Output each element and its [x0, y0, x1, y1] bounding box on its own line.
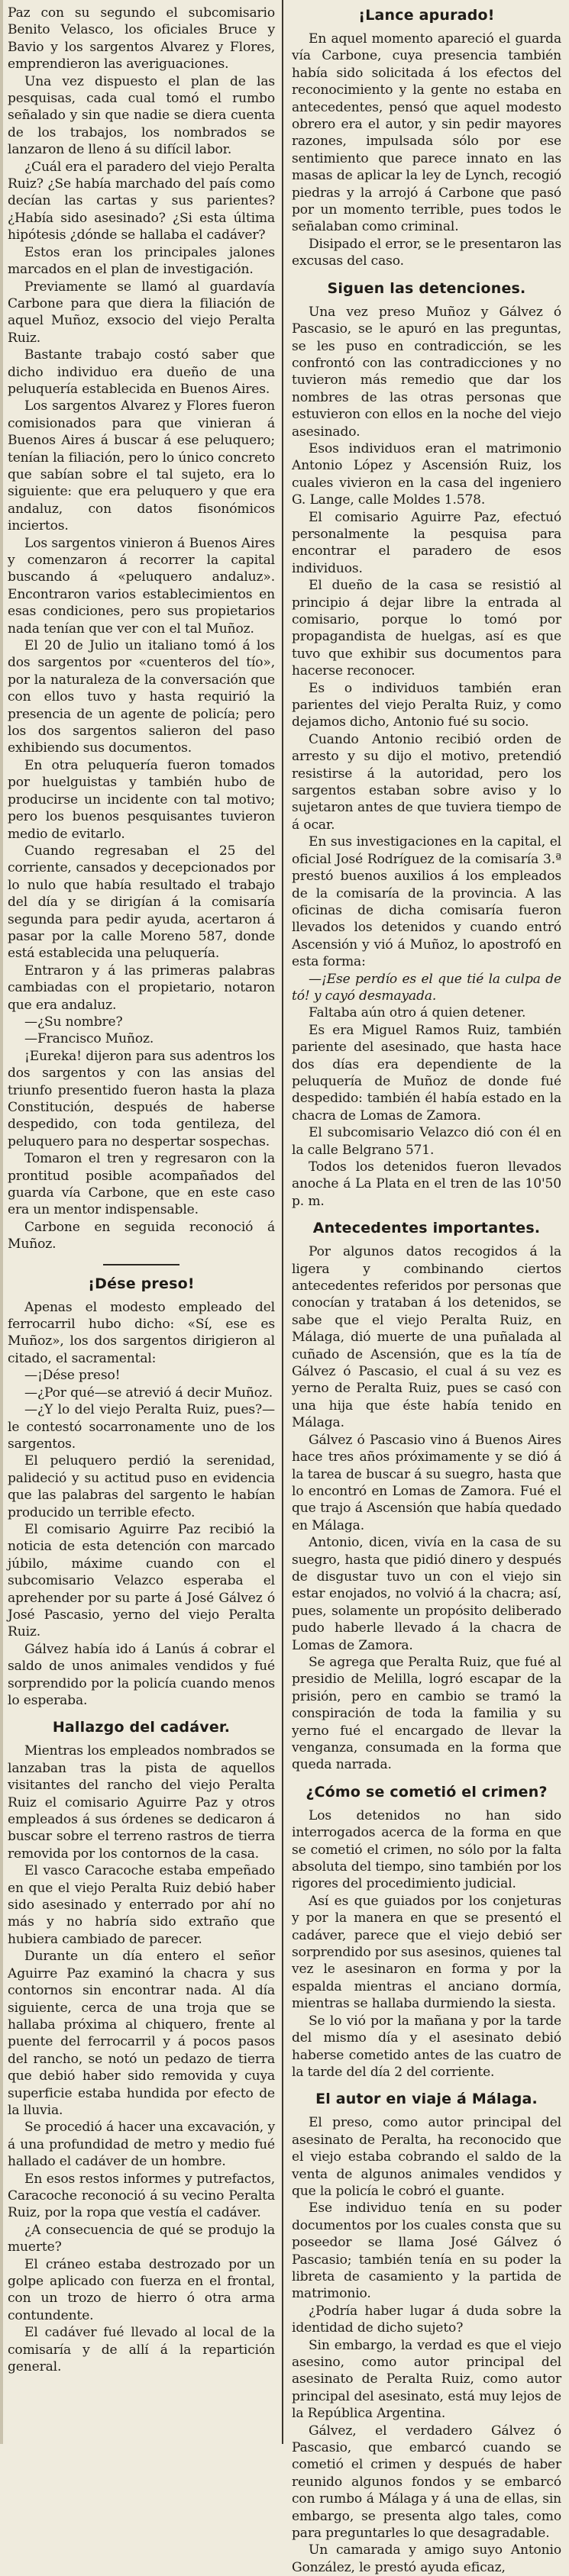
paragraph: Gálvez había ido á Lanús á cobrar el saldo de unos animales vendidos y fué sorprendido por la policía cuando menos lo esperaba. — [8, 1641, 275, 1708]
paragraph: En otra peluquería fueron tomados por huelguistas y también hubo de producirse un incidente con tal motivo; pero los buenos pesquisantes tuvieron medio de evitarlo. — [8, 757, 275, 842]
section-heading-como-se-cometio: ¿Cómo se cometió el crimen? — [306, 1783, 548, 1801]
paragraph: Paz con su segundo el subcomisario Benito Velasco, los oficiales Bruce y Bavio y los sargentos Alvarez y Flores, emprendieron las averiguaciones. — [8, 5, 275, 73]
paragraph: En esos restos informes y putrefactos, Caracoche reconoció á su vecino Peralta Ruiz, por la ropa que vestía el cadáver. — [8, 2171, 275, 2221]
paragraph: Cuando Antonio recibió orden de arresto y su dijo el motivo, pretendió resistirse á la autoridad, pero los sargentos estaban sobre aviso y lo sujetaron antes de que tuviera tiempo de á ocar. — [292, 731, 561, 833]
paragraph: Gálvez ó Pascasio vino á Buenos Aires hace tres años próximamente y se dió á la tarea de buscar á su suegro, hasta que lo encontró en Lomas de Zamora. Fué el que trajo á Ascensión que había quedado en Málaga. — [292, 1432, 561, 1533]
paragraph: El dueño de la casa se resistió al principio á dejar libre la entrada al comisario, porque lo tomó por propagandista de huelgas, así es que tuvo que exhibir sus documentos para hacerse reconocer. — [292, 578, 561, 679]
paragraph: Bastante trabajo costó saber que dicho individuo era dueño de una peluquería establecida en Buenos Aires. — [8, 347, 275, 397]
column-rule — [282, 0, 283, 2444]
paragraph: El cráneo estaba destrozado por un golpe aplicado con fuerza en el frontal, con un trozo de hierro ó otra arma contundente. — [8, 2256, 275, 2323]
paragraph: —Francisco Muñoz. — [24, 1031, 154, 1047]
paragraph: Durante un día entero el señor Aguirre Paz examinó la chacra y sus contornos sin encontrar nada. Al día siguiente, cerca de una troja que se hallaba próxima al chiquero, frente al puente del ferrocarril y á pocos pasos del rancho, se notó un pedazo de tierra que debió haber sido removida y cuya superficie estaba hundida por efecto de la lluvia. — [8, 1949, 275, 2118]
paragraph: Los detenidos no han sido interrogados acerca de la forma en que se cometió el crimen, no sólo por la falta absoluta del tiempo, sino también por los rigores del procedimiento judicial. — [292, 1807, 561, 1892]
paragraph: El 20 de Julio un italiano tomó á los dos sargentos por «cuenteros del tío», por la naturaleza de la conversación que con ellos tuvo y hasta requirió la presencia de un agente de policía; pero los dos sargentos salieron del paso exhibiendo sus documentos. — [8, 638, 275, 756]
paragraph: El comisario Aguirre Paz recibió la noticia de esta detención con marcado júbilo, máxime cuando con el subcomisario Velazco esperaba el aprehender por su parte á José Gálvez ó José Pascasio, yerno del viejo Peralta Ruiz. — [8, 1521, 275, 1640]
paragraph: ¿Cuál era el paradero del viejo Peralta Ruiz? ¿Se había marchado del país como decían las cartas y sus parientes? ¿Había sido asesinado? ¿Si esta última hipótesis ¿dónde se hallaba el cadáver? — [8, 159, 275, 243]
section-heading-antecedentes: Antecedentes importantes. — [312, 1220, 541, 1237]
paragraph: Es o individuos también eran parientes del viejo Peralta Ruiz, y como dejamos dicho, Antonio fué su socio. — [292, 680, 561, 730]
paragraph: Una vez dispuesto el plan de las pesquisas, cada cual tomó el rumbo señalado y sin que nadie se diera cuenta de los trabajos, los nombrados se lanzaron de lleno á su difícil labor. — [8, 73, 275, 158]
paragraph: Un camarada y amigo suyo Antonio González, le prestó ayuda eficaz, — [292, 2542, 561, 2575]
section-heading-hallazgo: Hallazgo del cadáver. — [52, 1719, 231, 1736]
paragraph: ¿Podría haber lugar á duda sobre la identidad de dicho sujeto? — [292, 2303, 561, 2336]
paragraph: En aquel momento apareció el guarda vía Carbone, cuya presencia también había sido solicitada á los efectos del reconocimiento y la gente no estaba en antecedentes, pensó que aquel modesto obrero era el autor, y sin pedir mayores razones, impulsada sólo por ese sentimiento que parece innato en las masas de aplicar la ley de Lynch, recogió piedras y la arrojó á Carbone que pasó por un momento terrible, pues todos le señalaban como criminal. — [292, 31, 561, 235]
paragraph: Los sargentos vinieron á Buenos Aires y comenzaron á recorrer la capital buscando á «peluquero andaluz». Encontraron varios establecimientos en esas condiciones, pero sus propietarios nada tenían que ver con el tal Muñoz. — [8, 535, 275, 637]
paragraph: Entraron y á las primeras palabras cambiadas con el propietario, notaron que era andaluz. — [8, 962, 275, 1013]
paragraph: —¿Por qué—se atrevió á decir Muñoz. — [24, 1385, 273, 1401]
paragraph: Así es que guiados por los conjeturas y por la manera en que se presentó el cadáver, parece que el viejo debió ser sorprendido por sus asesinos, quienes tal vez le asesinaron en forma y por la espalda mientras el anciano dormía, mientras se hallaba durmiendo la siesta. — [292, 1893, 561, 2012]
paragraph: El comisario Aguirre Paz, efectuó personalmente la pesquisa para encontrar el paradero de esos individuos. — [292, 509, 561, 576]
paragraph: —¿Su nombre? — [24, 1014, 123, 1030]
paragraph: Mientras los empleados nombrados se lanzaban tras la pista de aquellos visitantes del rancho del viejo Peralta Ruiz el comisario Aguirre Paz y otros empleados á sus órdenes se dedicaron á buscar sobre el terreno rastros de tierra removida por los contornos de la casa. — [8, 1743, 275, 1862]
paragraph: El subcomisario Velazco dió con él en la calle Belgrano 571. — [292, 1125, 561, 1158]
paragraph: —¡Dése preso! — [24, 1368, 121, 1384]
paragraph: El cadáver fué llevado al local de la comisaría y de allí á la repartición general. — [8, 2325, 275, 2375]
paragraph: Por algunos datos recogidos á la ligera y combinando ciertos antecedentes referidos por personas que conocían y trataban á los detenidos, se sabe que el viejo Peralta Ruiz, en Málaga, dió muerte de una puñalada al cuñado de Ascensión, que es la tía de Gálvez ó Pascasio, el cual á su vez es yerno de Peralta Ruiz, pues se casó con una hija que éste había tenido en Málaga. — [292, 1244, 561, 1431]
paragraph: Tomaron el tren y regresaron con la prontitud posible acompañados del guarda vía Carbone, que en este caso era un mentor indispensable. — [8, 1151, 275, 1218]
paragraph: Apenas el modesto empleado del ferrocarril hubo dicho: «Sí, ese es Muñoz», los dos sargentos dirigieron al citado, el sacramental: — [8, 1299, 275, 1366]
paragraph: Esos individuos eran el matrimonio Antonio López y Ascensión Ruiz, los cuales vivieron en la casa del ingeniero G. Lange, calle Moldes 1.578. — [292, 440, 561, 508]
paragraph: El vasco Caracoche estaba empeñado en que el viejo Peralta Ruiz debió haber sido asesinado y enterrado por ahí no más y no habría sido extraño que hubiera cambiado de parecer. — [8, 1863, 275, 1947]
paragraph: Sin embargo, la verdad es que el viejo asesino, como autor principal del asesinato de Peralta Ruiz, como autor principal del asesinato, está muy lejos de la República Argentina. — [292, 2337, 561, 2422]
paragraph: En sus investigaciones en la capital, el oficial José Rodríguez de la comisaría 3.ª prestó buenos auxilios á los empleados de la comisaría de la provincia. A las oficinas de dicha comisaría fueron llevados los detenidos y cuando entró Ascensión y vió á Muñoz, lo apostrofó en esta forma: — [292, 834, 561, 970]
paragraph: Los sargentos Alvarez y Flores fueron comisionados para que vinieran á Buenos Aires á buscar á ese peluquero; tenían la filiación, pero lo único concreto que sabían sobre el tal sujeto, era lo siguiente: que era peluquero y que era andaluz, con datos fisonómicos inciertos. — [8, 398, 275, 534]
section-divider — [103, 1264, 179, 1265]
section-heading-siguen-detenciones: Siguen las detenciones. — [327, 279, 526, 297]
paragraph: Se lo vió por la mañana y por la tarde del mismo día y el asesinato debió haberse cometido antes de las cuatro de la tarde del día 2 del corriente. — [292, 2013, 561, 2080]
paragraph: Una vez preso Muñoz y Gálvez ó Pascasio, se le apuró en las preguntas, se les puso en contradicción, se les confrontó con las contradicciones y no tuvieron más remedio que dar los nombres de las otras personas que estuvieron con ellos en la noche del viejo asesinado. — [292, 304, 561, 440]
section-heading-dese-preso: ¡Dése preso! — [88, 1275, 195, 1292]
paragraph: El peluquero perdió la serenidad, palideció y su actitud puso en evidencia que las palabras del sargento le habían producido un terrible efecto. — [8, 1453, 275, 1520]
right-column — [284, 0, 569, 2575]
paragraph — [292, 971, 561, 1005]
paragraph: Se agrega que Peralta Ruiz, que fué al presidio de Melilla, logró escapar de la prisión, pero en cambio se tramó la conspiración de toda la familia y su yerno fué el encargado de llevar la venganza, consumada en la forma que queda narrada. — [292, 1654, 561, 1773]
section-heading-autor-malaga: El autor en viaje á Málaga. — [315, 2091, 538, 2108]
paragraph: —¿Y lo del viejo Peralta Ruiz, pues?—le contestó socarronamente uno de los sargentos. — [8, 1402, 275, 1452]
paragraph: ¿A consecuencia de qué se produjo la muerte? — [8, 2222, 275, 2255]
paragraph: Se procedió á hacer una excavación, y á una profundidad de metro y medio fué hallado el cadáver de un hombre. — [8, 2120, 275, 2170]
left-column — [0, 0, 283, 2444]
paragraph: El preso, como autor principal del asesinato de Peralta, ha reconocido que el viejo estaba cobrando el saldo de la venta de algunos animales vendidos y que la policía le cobró el guante. — [292, 2115, 561, 2199]
paragraph: ¡Eureka! dijeron para sus adentros los dos sargentos y con las ansias del triunfo presentido fueron hasta la plaza Constitución, después de haberse despedido, con toda gentileza, del peluquero para no despertar sospechas. — [8, 1048, 275, 1149]
section-heading-lance-apurado: ¡Lance apurado! — [358, 7, 495, 24]
paragraph: Antonio, dicen, vivía en la casa de su suegro, hasta que pidió dinero y después de disgustar tuvo un con el viejo sin estar enojados, no volvió á la chacra; así, pues, solamente un propósito deliberado pudo haberle llevado á la chacra de Lomas de Zamora. — [292, 1535, 561, 1653]
paragraph: Disipado el error, se le presentaron las excusas del caso. — [292, 236, 562, 269]
paragraph: Ese individuo tenía en su poder documentos por los cuales consta que su poseedor se llama José Gálvez ó Pascasio; también tenía en su poder la libreta de casamiento y la partida de matrimonio. — [292, 2200, 561, 2302]
paragraph: Todos los detenidos fueron llevados anoche á La Plata en el tren de las 10'50 p. m. — [292, 1159, 561, 1209]
paragraph: Carbone en seguida reconoció á Muñoz. — [8, 1219, 275, 1253]
paragraph: Estos eran los principales jalones marcados en el plan de investigación. — [8, 244, 275, 278]
paragraph: Es era Miguel Ramos Ruiz, también pariente del asesinado, que hasta hace dos días era dependiente de la peluquería de Muñoz de donde fué despedido: también él había estado en la chacra de Lomas de Zamora. — [292, 1022, 561, 1124]
paragraph: Previamente se llamó al guardavía Carbone para que diera la filiación de aquel Muñoz, exsocio del viejo Peralta Ruiz. — [8, 279, 275, 346]
quoted-exclamation: —¡Ese perdío es el que tié la culpa de tó! y cayó desmayada. — [292, 971, 561, 1004]
paragraph: Gálvez, el verdadero Gálvez ó Pascasio, que embarcó cuando se cometió el crimen y después de haber reunido algunos fondos y se embarcó con rumbo á Málaga y á una de ellas, sin embargo, se presenta algo tales, como para preguntarles lo que desagradable. — [292, 2423, 561, 2542]
paragraph: Cuando regresaban el 25 del corriente, cansados y decepcionados por lo nulo que había resultado el trabajo del día y se dirigían á la comisaría segunda para pedir ayuda, acertaron á pasar por la calle Moreno 587, donde está establecida una peluquería. — [8, 843, 275, 962]
paragraph: Faltaba aún otro á quien detener. — [309, 1005, 526, 1021]
